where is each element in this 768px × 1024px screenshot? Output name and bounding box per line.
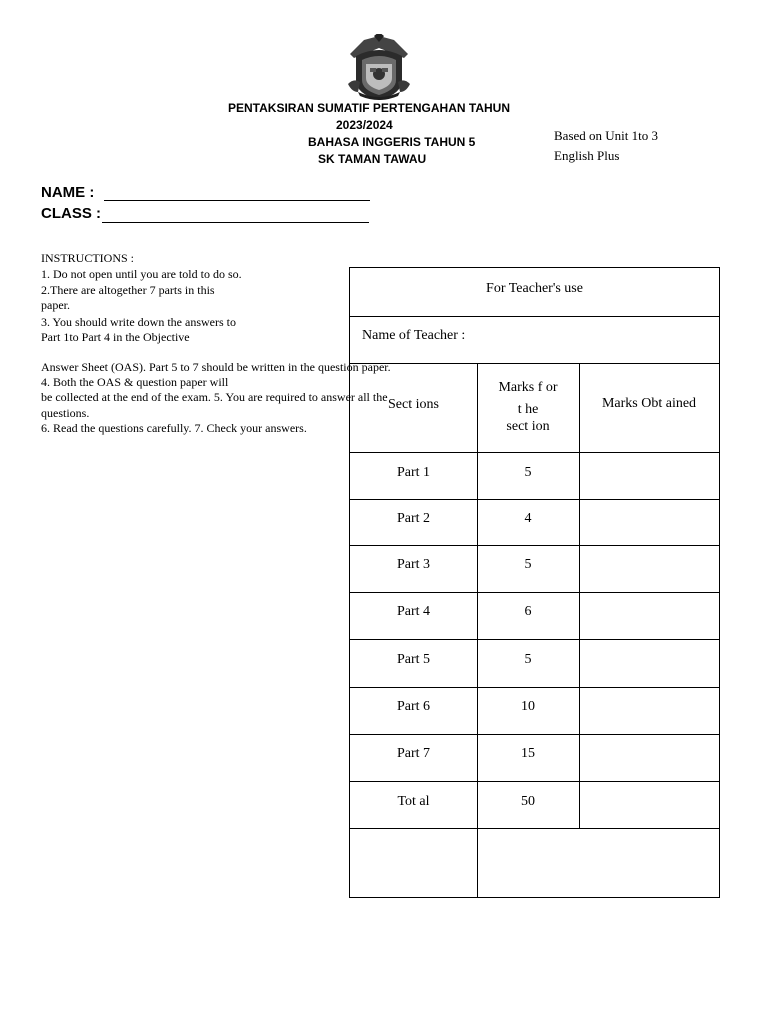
instruction-line: Part 1to Part 4 in the Objective — [41, 330, 190, 344]
row-section: Part 3 — [396, 557, 431, 572]
row-section: Part 7 — [396, 746, 431, 761]
teacher-marks-table — [349, 267, 720, 898]
table-divider — [350, 545, 719, 546]
row-marks: 5 — [524, 652, 532, 667]
table-divider — [350, 316, 719, 317]
table-divider — [579, 363, 580, 828]
instruction-line: questions. — [41, 406, 90, 420]
instruction-line: 1. Do not open until you are told to do so. — [41, 267, 242, 281]
row-marks: 6 — [524, 604, 532, 619]
header-school: SK TAMAN TAWAU — [318, 152, 427, 166]
row-marks-total: 50 — [521, 794, 535, 809]
based-on-text: Based on Unit 1to 3 — [554, 128, 658, 143]
col-header-marks-for: t he — [517, 402, 539, 417]
row-section: Part 5 — [396, 652, 431, 667]
table-divider — [477, 363, 478, 898]
name-label: NAME : — [41, 184, 95, 201]
instruction-line: 2.There are altogether 7 parts in this — [41, 283, 215, 297]
col-header-sections: Sect ions — [388, 397, 439, 412]
table-divider — [350, 781, 719, 782]
instructions-title: INSTRUCTIONS : — [41, 251, 135, 265]
table-divider — [350, 734, 719, 735]
instruction-line: 3. You should write down the answers to — [41, 315, 236, 329]
row-marks: 4 — [524, 511, 532, 526]
table-divider — [350, 499, 719, 500]
table-title: For Teacher's use — [486, 281, 583, 296]
row-marks: 10 — [521, 699, 535, 714]
row-section: Part 2 — [396, 511, 431, 526]
row-section-total: Tot al — [397, 794, 430, 809]
table-divider — [350, 363, 719, 364]
header-year: 2023/2024 — [336, 118, 393, 132]
row-marks: 5 — [524, 557, 532, 572]
header-subject: BAHASA INGGERIS TAHUN 5 — [308, 135, 476, 149]
school-crest-logo — [344, 34, 414, 102]
instruction-line: be collected at the end of the exam. 5. You are required to answer all the — [41, 390, 388, 404]
class-field[interactable] — [102, 205, 369, 223]
instruction-line: 6. Read the questions carefully. 7. Check your answers. — [41, 421, 307, 435]
textbook-text: English Plus — [554, 148, 620, 163]
col-header-marks-obtained: Marks Obt ained — [601, 396, 697, 411]
row-section: Part 6 — [396, 699, 431, 714]
class-label: CLASS : — [41, 205, 101, 222]
header-title: PENTAKSIRAN SUMATIF PERTENGAHAN TAHUN — [228, 101, 510, 115]
instruction-line: paper. — [41, 298, 70, 312]
name-field[interactable] — [104, 183, 370, 201]
row-marks: 5 — [524, 465, 532, 480]
table-divider — [350, 687, 719, 688]
teacher-name-label: Name of Teacher : — [362, 328, 466, 343]
instruction-line: 4. Both the OAS & question paper will — [41, 375, 229, 389]
row-marks: 15 — [521, 746, 535, 761]
instruction-line: Answer Sheet (OAS). Part 5 to 7 should be written in the question paper. — [41, 360, 391, 374]
row-section: Part 4 — [396, 604, 431, 619]
col-header-marks-for: Marks f or — [498, 380, 558, 395]
row-section: Part 1 — [396, 465, 431, 480]
table-divider — [350, 592, 719, 593]
table-divider — [350, 639, 719, 640]
table-divider — [350, 452, 719, 453]
table-divider — [350, 828, 719, 829]
col-header-marks-for: sect ion — [506, 419, 550, 434]
